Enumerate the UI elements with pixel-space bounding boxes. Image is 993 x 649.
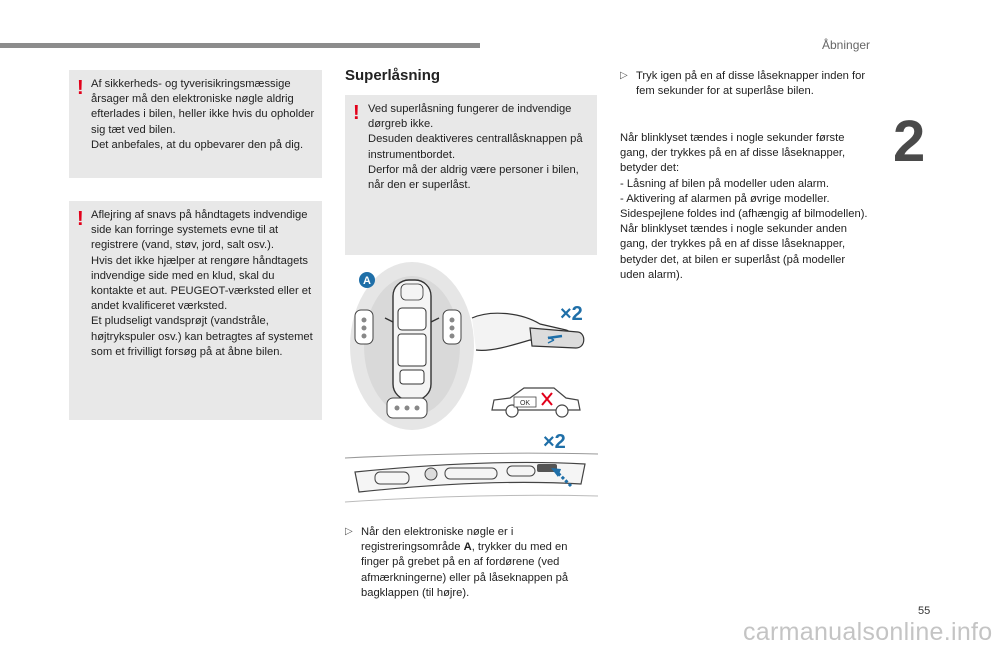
warning-text-dirt: Aflejring af snavs på håndtagets indvendige side kan forringe systemets evne til at registrere (vand, støv, jord, salt osv.). Hvis det ikke hjælper at rengøre håndtagets indvendige side med en klud, skal du kontakte et aut. PEUGEOT-værksted eller et andet kvalificeret værksted. Et pludseligt vandsprøjt (vandstråle, højtrykspuler osv.) kan betragtes af systemet som et frivilligt forsøg på at åbne bilen.: [91, 209, 313, 358]
top-rule: [0, 43, 480, 48]
tailgate-button-illustration: [345, 428, 598, 528]
zone-a-label: A: [363, 275, 371, 287]
door-handle-press-illustration: [470, 290, 600, 370]
superlock-repeat-instruction: Tryk igen på en af disse låseknapper inden for fem sekunder for at superlåse bilen.: [636, 70, 866, 98]
warning-text-superlock: Ved superlåsning fungerer de indvendige dørgreb ikke. Desuden deaktiveres centrallåsknappen på instrumentbordet. Derfor må der aldrig være personer i bilen, når den er superlåst.: [368, 103, 583, 192]
indicator-explanation: Når blinklyset tændes i nogle sekunder første gang, der trykkes på en af disse låseknapper, betyder det: - Låsning af bilen på modeller uden alarm. - Aktivering af alarmen på øvrige modeller. Sidespejlene foldes ind (afhængig af bilmodellen). Når blinklyset tændes i nogle sekunder anden gang, der trykkes på en af disse låseknapper, betyder det, at bilen er superlåst (på modeller uden alarm).: [620, 132, 868, 281]
car-detection-zone-illustration: [345, 262, 475, 434]
chapter-number: 2: [893, 109, 926, 174]
section-heading: Superlåsning: [345, 67, 441, 84]
car-lock-status-illustration: [488, 382, 584, 420]
press-count-tailgate: ×2: [543, 431, 566, 453]
bullet-icon: ▷: [620, 70, 628, 81]
warning-box-dirt: [69, 201, 322, 420]
press-count-handle: ×2: [560, 303, 583, 325]
warning-icon: !: [353, 102, 360, 124]
section-title: Åbninger: [822, 38, 871, 52]
warning-icon: !: [77, 208, 84, 230]
page-number: 55: [918, 605, 931, 617]
warning-text-key: Af sikkerheds- og tyverisikringsmæssige årsager må den elektroniske nøgle aldrig efterlades i bilen, heller ikke hvis du opholder sig tæt ved bilen. Det anbefales, at du opbevarer den på dig.: [91, 78, 315, 151]
warning-box-key: [69, 70, 322, 178]
warning-icon: !: [77, 77, 84, 99]
bullet-icon: ▷: [345, 526, 353, 537]
ok-label: OK: [519, 400, 531, 407]
watermark: carmanualsonline.info: [743, 618, 993, 646]
warning-box-superlock: [345, 95, 597, 255]
superlock-instruction: Når den elektroniske nøgle er i registreringsområde A, trykker du med en finger på grebet på en af fordørene (ved afmærkningerne) eller på låseknappen på bagklappen (til højre).: [361, 526, 569, 599]
